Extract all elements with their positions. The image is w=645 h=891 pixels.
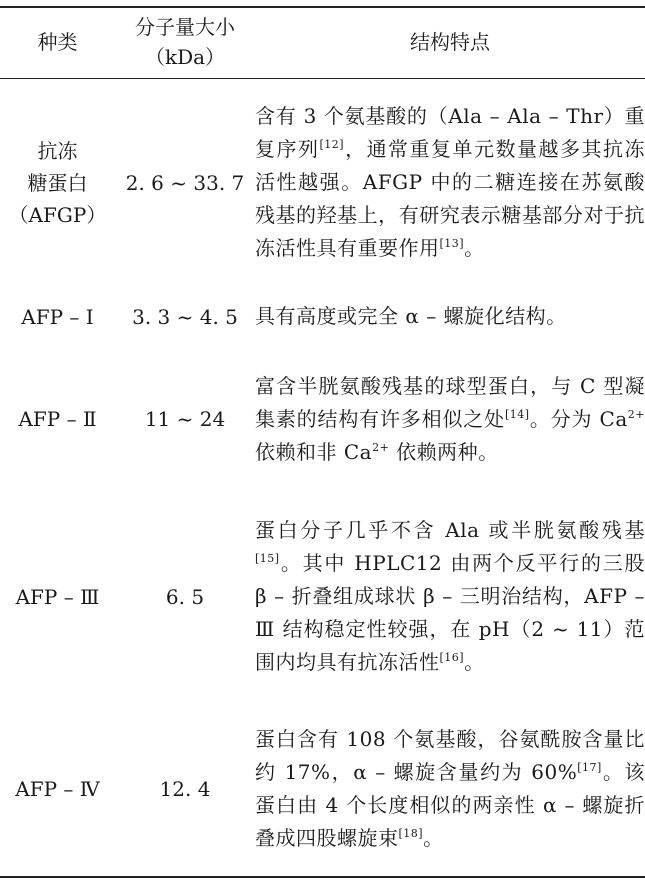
desc-text: 具有高度或完全 α – 螺旋化结构。 xyxy=(255,304,567,328)
desc-text: ，通常重复单元数量越多其抗冻活性越强。AFGP 中的二糖连接在苏氨酸残基的羟基上，有研究表示糖基部分对于抗冻活性具有重要作用 xyxy=(255,137,645,261)
citation-ref: [15] xyxy=(255,552,280,565)
header-row xyxy=(0,7,645,79)
table-row xyxy=(0,79,645,287)
table-row xyxy=(0,702,645,877)
citation-ref: [16] xyxy=(439,651,465,664)
header-features: 结构特点 xyxy=(255,7,645,79)
citation-ref: [13] xyxy=(439,237,465,251)
desc-text: 。 xyxy=(464,236,485,261)
table-header xyxy=(0,7,645,79)
citation-ref: [17] xyxy=(577,760,602,774)
kind-line: AFP – Ⅱ xyxy=(18,407,97,431)
citation-ref: [14] xyxy=(504,407,530,421)
desc-text: 。 xyxy=(423,825,444,850)
table-row xyxy=(0,287,645,347)
desc-text: 。 xyxy=(464,650,485,674)
desc-cell xyxy=(255,287,645,347)
kind-line: （AFGP） xyxy=(8,202,107,227)
desc-text: 。该蛋白由 4 个长度相似的两亲性 α – 螺旋折叠成四股螺旋束 xyxy=(255,759,645,850)
size-cell: 12. 4 xyxy=(115,702,255,877)
citation-ref: 2+ xyxy=(372,440,390,454)
table-body xyxy=(0,79,645,877)
table-row xyxy=(0,347,645,492)
citation-ref: [12] xyxy=(319,138,345,152)
kind-line: 抗冻 xyxy=(37,138,78,163)
size-cell: 11 ~ 24 xyxy=(144,407,226,431)
citation-ref: [18] xyxy=(398,826,424,840)
desc-text: 蛋白含有 108 个氨基酸，谷氨酰胺含量比约 17%，α – 螺旋含量约为 60% xyxy=(255,726,645,784)
size-cell: 3. 3 ~ 4. 5 xyxy=(132,304,238,329)
kind-cell xyxy=(0,347,115,492)
desc-cell xyxy=(255,702,645,877)
afp-structure-table xyxy=(0,6,645,878)
desc-text: 依赖和非 Ca xyxy=(255,439,373,464)
kind-cell xyxy=(0,79,115,287)
header-size xyxy=(115,7,255,79)
desc-text: 依赖两种。 xyxy=(389,439,499,464)
desc-text: 。分为 Ca xyxy=(529,406,628,431)
header-size-line2: （kDa） xyxy=(144,45,226,69)
desc-cell xyxy=(255,492,645,702)
header-size-line1: 分子量大小 xyxy=(135,15,235,39)
header-kind: 种类 xyxy=(0,7,115,79)
table-row xyxy=(0,492,645,702)
desc-text: 。其中 HPLC12 由两个反平行的三股 β – 折叠组成球状 β – 三明治结构，AFP – Ⅲ 结构稳定性较强，在 pH（2 ~ 11）范围内均具有抗冻活性 xyxy=(255,551,645,674)
kind-cell xyxy=(0,287,115,347)
size-cell: 2. 6 ~ 33. 7 xyxy=(125,170,245,195)
desc-text: 富含半胱氨酸残基的球型蛋白，与 C 型凝集素的结构有许多相似之处 xyxy=(255,373,645,431)
desc-cell xyxy=(255,79,645,287)
kind-cell xyxy=(0,492,115,702)
size-cell: 6. 5 xyxy=(165,584,205,609)
kind-line: AFP – Ⅰ xyxy=(21,304,94,329)
desc-text: 含有 3 个氨基酸的（Ala – Ala – Thr）重复序列 xyxy=(255,104,645,162)
desc-text: 蛋白分子几乎不含 Ala 或半胱氨酸残基 xyxy=(255,518,645,542)
kind-line: 糖蛋白 xyxy=(27,170,88,195)
kind-line: AFP – Ⅳ xyxy=(15,776,100,801)
desc-cell xyxy=(255,347,645,492)
kind-cell xyxy=(0,702,115,877)
citation-ref: 2+ xyxy=(627,407,645,421)
kind-line: AFP – Ⅲ xyxy=(15,584,100,609)
